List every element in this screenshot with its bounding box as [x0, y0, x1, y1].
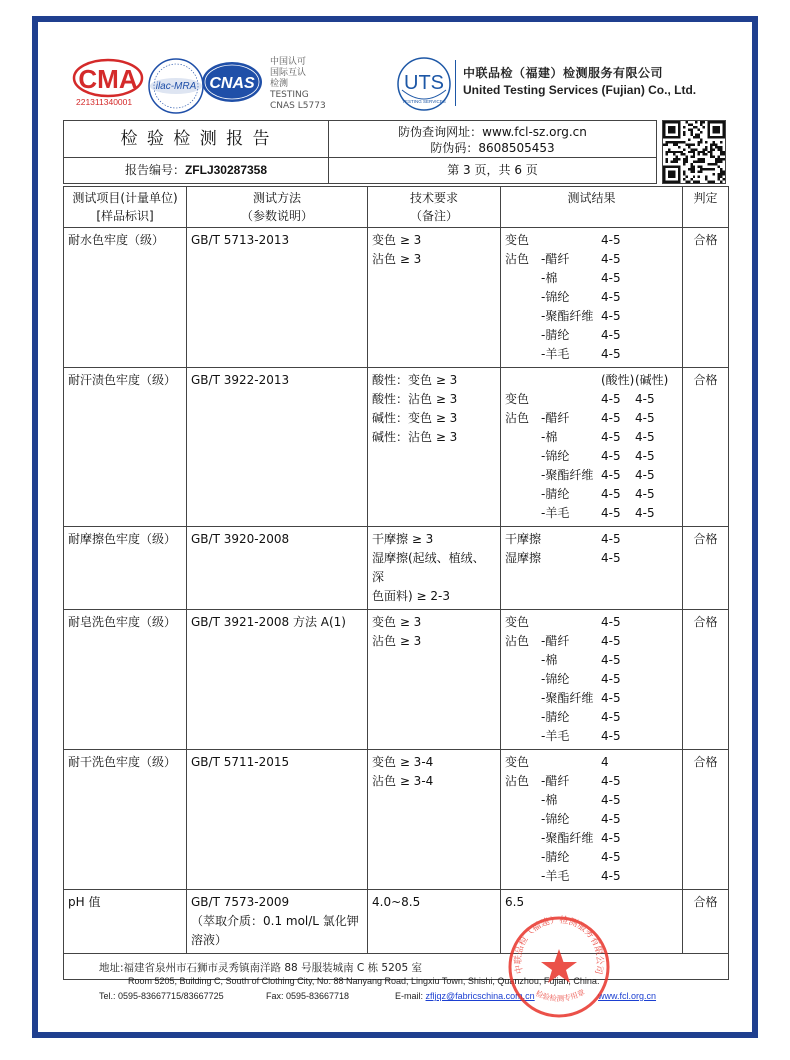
result-grade: 4-5 [601, 729, 621, 743]
result-grade: 4-5 [601, 812, 621, 826]
result-grade: 4-5 [601, 850, 621, 864]
result-category [505, 345, 541, 364]
result-substrate: -腈纶 [541, 487, 570, 501]
result-grade: 4-5 [601, 392, 621, 406]
requirement-line: 沾色 ≥ 3-4 [372, 774, 434, 788]
test-method [187, 527, 368, 610]
requirement-line: 碱性：变色 ≥ 3 [372, 411, 458, 425]
test-method-line: GB/T 5711-2015 [191, 755, 290, 769]
result-category [505, 727, 541, 746]
result-grade-alkaline [635, 632, 675, 651]
result-grade: 4-5 [601, 774, 621, 788]
result-grade: 4-5 [601, 672, 621, 686]
result-grade-alkaline: 4-5 [635, 487, 655, 501]
result-line [505, 708, 678, 727]
result-grade: 4-5 [601, 653, 621, 667]
result-line [505, 326, 678, 345]
result-substrate: -锦纶 [541, 672, 570, 686]
footer-address-cn: 地址:福建省泉州市石狮市灵秀镇南洋路 88 号服装城南 C 栋 5205 室 [99, 962, 422, 974]
result-grade: 4-5 [601, 793, 621, 807]
test-item: 耐水色牢度（级） [64, 228, 187, 368]
result-substrate: -棉 [541, 271, 558, 285]
result-grade: 4-5 [601, 532, 621, 546]
result-substrate: -腈纶 [541, 850, 570, 864]
result-grade-alkaline [635, 708, 675, 727]
result-category: 沾色 [505, 634, 530, 648]
ilac-text: ilac-MRA [155, 81, 197, 92]
result-category: 变色 [505, 615, 530, 629]
result-line [505, 893, 678, 912]
test-verdict: 合格 [683, 750, 729, 890]
company-name-en: United Testing Services (Fujian) Co., Ltd. [463, 83, 697, 97]
cma-number: 221311340001 [76, 97, 133, 107]
test-item: 耐汗渍色牢度（级） [64, 368, 187, 527]
result-grade-alkaline [635, 613, 675, 632]
result-grade: 4-5 [601, 328, 621, 342]
result-line [505, 549, 678, 568]
result-substrate: -棉 [541, 430, 558, 444]
requirement-line: 沾色 ≥ 3 [372, 252, 422, 266]
test-verdict: 合格 [683, 610, 729, 750]
result-substrate: -羊毛 [541, 506, 570, 520]
company-name-cn: 中联品检（福建）检测服务有限公司 [463, 66, 664, 80]
result-grade-alkaline [635, 791, 675, 810]
uts-logo [396, 56, 452, 112]
requirement-line: 酸性：变色 ≥ 3 [372, 373, 458, 387]
test-method-line: GB/T 5713-2013 [191, 233, 290, 247]
result-substrate [541, 753, 601, 772]
result-category [505, 810, 541, 829]
result-line [505, 390, 678, 409]
test-method-line: GB/T 3920-2008 [191, 532, 290, 546]
result-line [505, 345, 678, 364]
result-grade-alkaline [635, 772, 675, 791]
result-substrate: -腈纶 [541, 710, 570, 724]
result-grade-alkaline [635, 753, 675, 772]
result-grade-alkaline [635, 307, 675, 326]
result-line [505, 530, 678, 549]
test-verdict: 合格 [683, 527, 729, 610]
result-grade: 4-5 [601, 831, 621, 845]
result-line [505, 307, 678, 326]
table-row [64, 368, 729, 527]
result-grade: 4 [601, 755, 609, 769]
result-grade-alkaline [635, 727, 675, 746]
result-category: 沾色 [505, 252, 530, 266]
footer-email-label: E-mail: [395, 991, 426, 1001]
anti-fake-cell [328, 120, 657, 158]
test-method [187, 228, 368, 368]
test-verdict: 合格 [683, 890, 729, 954]
result-line [505, 428, 678, 447]
result-substrate: -聚酯纤维 [541, 691, 594, 705]
result-line [505, 231, 678, 250]
requirement-line: 4.0~8.5 [372, 895, 421, 909]
test-item: pH 值 [64, 890, 187, 954]
result-line [505, 651, 678, 670]
result-category: 湿摩擦 [505, 551, 542, 565]
result-category [505, 829, 541, 848]
report-no-cell [63, 157, 329, 184]
result-substrate [541, 231, 601, 250]
result-substrate [541, 530, 601, 549]
result-substrate: -锦纶 [541, 812, 570, 826]
result-category [505, 371, 541, 390]
result-category [505, 447, 541, 466]
test-method [187, 750, 368, 890]
requirement-line: 酸性：沾色 ≥ 3 [372, 392, 458, 406]
result-substrate: -醋纤 [541, 252, 570, 266]
result-grade-alkaline: (碱性) [635, 373, 669, 387]
table-row [64, 750, 729, 890]
result-grade-alkaline [635, 530, 675, 549]
result-line [505, 504, 678, 523]
result-line [505, 810, 678, 829]
result-grade-alkaline [635, 549, 675, 568]
result-grade: 4-5 [601, 347, 621, 361]
result-line [505, 613, 678, 632]
result-grade-alkaline [635, 893, 675, 912]
result-substrate [541, 613, 601, 632]
result-grade-alkaline [635, 689, 675, 708]
qr-code[interactable] [662, 120, 726, 184]
test-result [501, 610, 683, 750]
test-method-line: 溶液） [191, 933, 228, 947]
requirement-line: 变色 ≥ 3-4 [372, 755, 434, 769]
result-category: 干摩擦 [505, 532, 542, 546]
result-substrate: -醋纤 [541, 774, 570, 788]
result-grade-alkaline: 4-5 [635, 392, 655, 406]
result-grade: 4-5 [601, 468, 621, 482]
result-grade: 4-5 [601, 430, 621, 444]
result-category: 变色 [505, 755, 530, 769]
result-line [505, 371, 678, 390]
test-result [501, 750, 683, 890]
table-header-row [64, 187, 729, 228]
requirement-line: 湿摩擦(起绒、植绒、深 [372, 551, 485, 584]
result-grade: 4-5 [601, 551, 621, 565]
result-category [505, 326, 541, 345]
result-grade: 4-5 [601, 691, 621, 705]
result-category [505, 288, 541, 307]
result-substrate: -棉 [541, 653, 558, 667]
ilac-logo [147, 57, 205, 115]
result-grade: 4-5 [601, 271, 621, 285]
requirement-line: 干摩擦 ≥ 3 [372, 532, 434, 546]
result-grade-alkaline [635, 250, 675, 269]
requirement-line: 碱性：沾色 ≥ 3 [372, 430, 458, 444]
result-grade-alkaline [635, 288, 675, 307]
result-substrate: -棉 [541, 793, 558, 807]
footer-website-link[interactable]: www.fcl.org.cn [598, 991, 657, 1001]
test-item: 耐摩擦色牢度（级） [64, 527, 187, 610]
result-grade: 4-5 [601, 506, 621, 520]
result-substrate [541, 390, 601, 409]
results-table [63, 186, 729, 980]
result-grade: 4-5 [601, 615, 621, 629]
result-substrate: -聚酯纤维 [541, 309, 594, 323]
result-grade: 4-5 [601, 869, 621, 883]
requirement-line: 色面料) ≥ 2-3 [372, 589, 450, 603]
test-requirement [368, 368, 501, 527]
result-line [505, 753, 678, 772]
result-substrate: -锦纶 [541, 449, 570, 463]
test-requirement [368, 890, 501, 954]
col-header-verdict: 判定 [683, 187, 729, 228]
svg-text:检验检测专用章 [534, 986, 586, 1003]
test-method-line: GB/T 3921-2008 方法 A(1) [191, 615, 346, 629]
table-row [64, 228, 729, 368]
requirement-line: 沾色 ≥ 3 [372, 634, 422, 648]
result-grade: 4-5 [601, 710, 621, 724]
result-category [505, 504, 541, 523]
result-grade-alkaline [635, 829, 675, 848]
result-grade-alkaline [635, 867, 675, 886]
page-info: 第 3 页，共 6 页 [447, 163, 538, 177]
result-substrate: -锦纶 [541, 290, 570, 304]
requirement-line: 变色 ≥ 3 [372, 615, 422, 629]
test-item: 耐干洗色牢度（级） [64, 750, 187, 890]
result-grade-alkaline [635, 345, 675, 364]
result-grade-alkaline: 4-5 [635, 468, 655, 482]
result-grade-alkaline [635, 848, 675, 867]
result-line [505, 829, 678, 848]
result-grade [601, 893, 635, 912]
anti-fake-code: 防伪码：8608505453 [430, 141, 555, 155]
result-category [505, 307, 541, 326]
result-line [505, 485, 678, 504]
result-category: 6.5 [505, 895, 525, 909]
result-category [505, 848, 541, 867]
result-category [505, 651, 541, 670]
result-category: 变色 [505, 392, 530, 406]
result-category [505, 791, 541, 810]
result-line [505, 250, 678, 269]
report-title-cell [63, 120, 329, 158]
report-title: 检 验 检 测 报 告 [120, 129, 272, 149]
result-grade-alkaline: 4-5 [635, 506, 655, 520]
test-requirement [368, 610, 501, 750]
result-line [505, 269, 678, 288]
footer-fax: Fax: 0595-83667718 [266, 991, 350, 1001]
result-substrate [541, 893, 601, 912]
cnas-text: CNAS [209, 75, 255, 92]
result-grade: 4-5 [601, 487, 621, 501]
result-substrate [541, 549, 601, 568]
result-category [505, 708, 541, 727]
result-grade-alkaline [635, 651, 675, 670]
footer-tel: Tel.: 0595-83667715/83667725 [99, 991, 224, 1001]
result-category: 沾色 [505, 774, 530, 788]
col-header-result: 测试结果 [501, 187, 683, 228]
result-category [505, 466, 541, 485]
result-substrate: -羊毛 [541, 729, 570, 743]
result-line [505, 791, 678, 810]
result-substrate: -羊毛 [541, 347, 570, 361]
seal-ring-text: 中联品检（福建）检测服务有限公司 [513, 915, 605, 976]
report-no: ZFLJ30287358 [184, 163, 268, 177]
table-row [64, 527, 729, 610]
result-category: 沾色 [505, 411, 530, 425]
test-method-line: （萃取介质：0.1 mol/L 氯化钾 [191, 914, 359, 928]
table-row [64, 890, 729, 954]
test-method [187, 890, 368, 954]
result-substrate: -腈纶 [541, 328, 570, 342]
result-category [505, 867, 541, 886]
result-grade: (酸性) [601, 373, 635, 387]
cnas-logo [200, 60, 264, 104]
result-category [505, 670, 541, 689]
cma-text: CMA [78, 64, 138, 94]
result-line [505, 288, 678, 307]
result-line [505, 772, 678, 791]
test-verdict: 合格 [683, 228, 729, 368]
result-line [505, 632, 678, 651]
test-result [501, 527, 683, 610]
seal-bottom-text: 检验检测专用章 [534, 987, 587, 1004]
result-grade: 4-5 [601, 252, 621, 266]
result-substrate [541, 371, 601, 390]
result-grade-alkaline [635, 670, 675, 689]
result-category [505, 485, 541, 504]
result-category [505, 269, 541, 288]
result-grade: 4-5 [601, 449, 621, 463]
result-substrate: -醋纤 [541, 411, 570, 425]
result-category [505, 689, 541, 708]
uts-mark: UTS [404, 72, 444, 94]
result-line [505, 727, 678, 746]
logo-divider [455, 60, 456, 106]
anti-fake-url[interactable]: 防伪查询网址：www.fcl-sz.org.cn [398, 125, 587, 139]
result-category [505, 428, 541, 447]
test-requirement [368, 228, 501, 368]
footer-email-link[interactable]: zfljqz@fabricschina.com.cn [425, 991, 535, 1001]
test-item: 耐皂洗色牢度（级） [64, 610, 187, 750]
result-substrate: -聚酯纤维 [541, 468, 594, 482]
cnas-caption: 中国认可 国际互认 检测 TESTING CNAS L5773 [270, 57, 326, 111]
result-substrate: -聚酯纤维 [541, 831, 594, 845]
result-grade-alkaline [635, 231, 675, 250]
result-line [505, 447, 678, 466]
test-verdict: 合格 [683, 368, 729, 527]
test-method-line: GB/T 3922-2013 [191, 373, 290, 387]
result-grade: 4-5 [601, 290, 621, 304]
result-grade-alkaline: 4-5 [635, 430, 655, 444]
result-grade-alkaline [635, 810, 675, 829]
test-method-line: GB/T 7573-2009 [191, 895, 290, 909]
result-grade-alkaline [635, 269, 675, 288]
col-header-requirement: 技术要求 （备注） [368, 187, 501, 228]
col-header-item: 测试项目(计量单位) [样品标识] [64, 187, 187, 228]
result-substrate: -醋纤 [541, 634, 570, 648]
result-category: 变色 [505, 233, 530, 247]
result-grade-alkaline: 4-5 [635, 449, 655, 463]
result-grade: 4-5 [601, 634, 621, 648]
report-no-label: 报告编号： [124, 163, 185, 177]
col-header-method: 测试方法 （参数说明） [187, 187, 368, 228]
requirement-line: 变色 ≥ 3 [372, 233, 422, 247]
result-grade-alkaline [635, 326, 675, 345]
footer-address-en: Room 5205, Building C, South of Clothing City, No. 88 Nanyang Road, Lingxiu Town, Shishi, Quanzhou, Fujian, China. [128, 976, 600, 986]
table-row [64, 610, 729, 750]
test-requirement [368, 750, 501, 890]
test-requirement [368, 527, 501, 610]
result-grade: 4-5 [601, 233, 621, 247]
result-line [505, 848, 678, 867]
result-line [505, 867, 678, 886]
result-line [505, 409, 678, 428]
result-substrate: -羊毛 [541, 869, 570, 883]
result-grade: 4-5 [601, 309, 621, 323]
result-grade-alkaline: 4-5 [635, 411, 655, 425]
result-grade: 4-5 [601, 411, 621, 425]
test-result [501, 368, 683, 527]
test-result [501, 228, 683, 368]
test-method [187, 610, 368, 750]
page-info-cell [328, 157, 657, 184]
uts-ring-text: TESTING SERVICES [402, 99, 446, 104]
result-line [505, 466, 678, 485]
result-line [505, 670, 678, 689]
company-seal [507, 915, 611, 1019]
test-method [187, 368, 368, 527]
result-line [505, 689, 678, 708]
